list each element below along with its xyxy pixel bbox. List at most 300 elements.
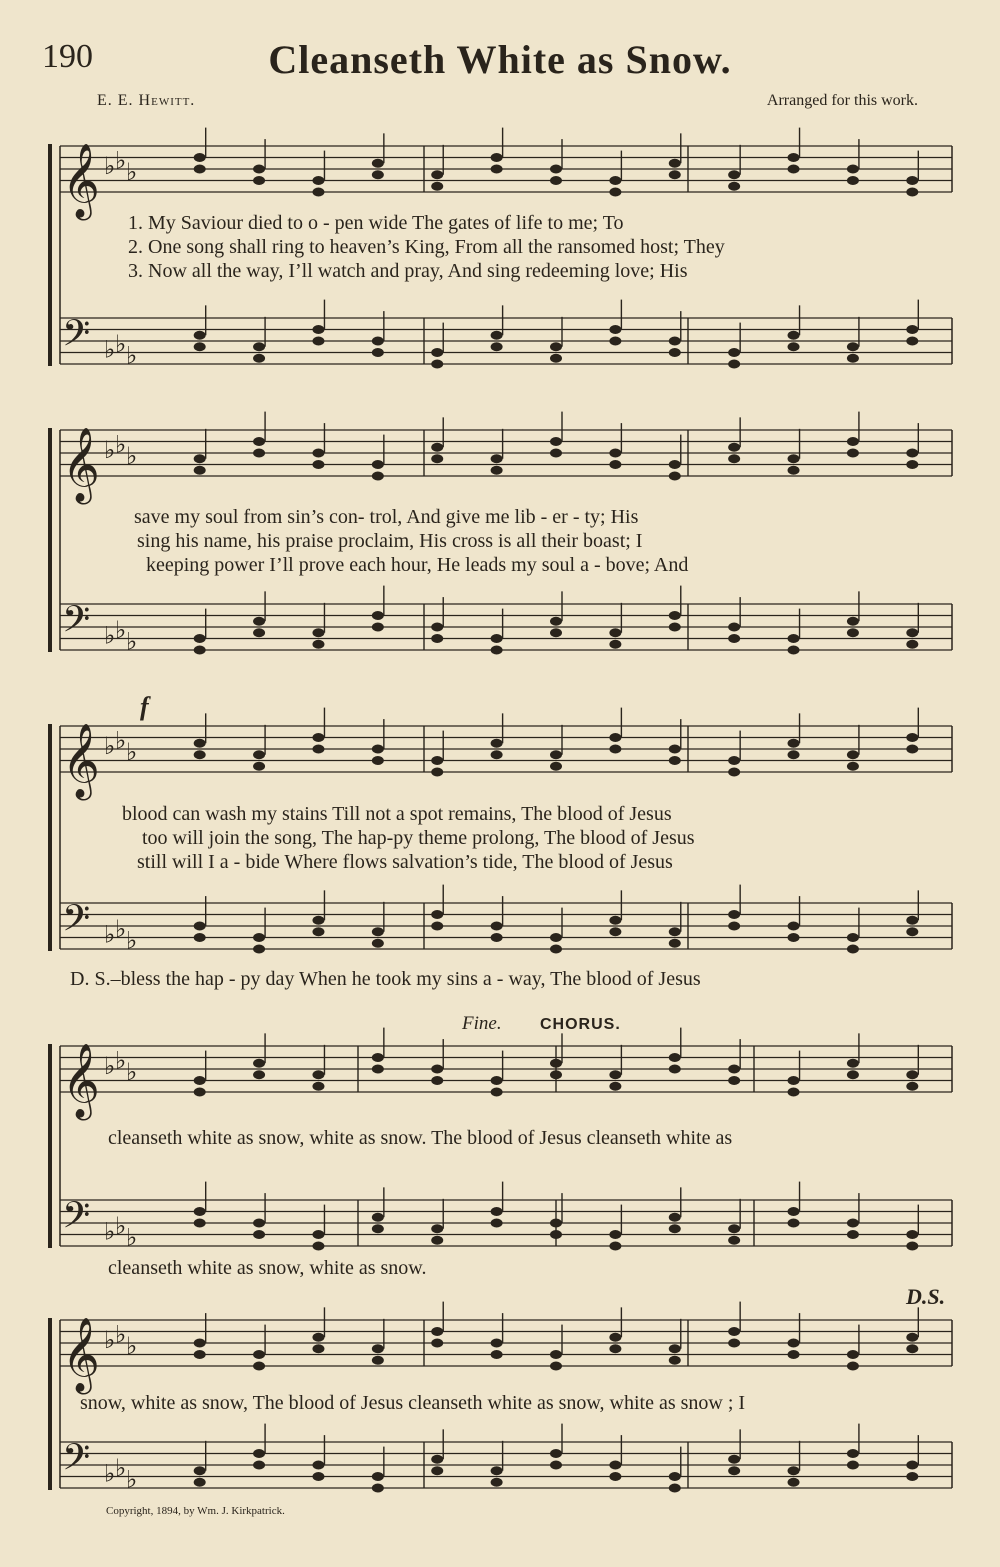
- system-1-treble-note: [550, 176, 562, 185]
- system-3-bass-note: [431, 922, 443, 931]
- arrangement-credit: Arranged for this work.: [766, 92, 918, 109]
- system-1-bass-clef: 𝄢: [62, 312, 91, 364]
- system-1-treble-note: [728, 170, 740, 179]
- system-4-treble-note: [550, 1059, 562, 1068]
- system-5-treble-note: [728, 1339, 740, 1348]
- system-4-treble-clef: 𝄞: [62, 1044, 100, 1118]
- system-5-treble-note: [253, 1350, 265, 1359]
- system-3-treble-note: [788, 750, 800, 759]
- system-2-bass-note: [906, 640, 918, 649]
- system-3-treble-note: [312, 733, 324, 742]
- system-5-bass-note: [669, 1472, 681, 1481]
- system-5-bass-note: [312, 1461, 324, 1470]
- system-3-bass-note: [847, 945, 859, 954]
- system-5-treble-note: [669, 1344, 681, 1353]
- system-3-treble-note: [194, 750, 206, 759]
- system-2-treble-note: [550, 449, 562, 458]
- system-5-bass-note: [491, 1478, 503, 1487]
- system-2-bass-note: [312, 640, 324, 649]
- system-4-treble-note: [431, 1076, 443, 1085]
- system-1-treble-note: [788, 165, 800, 174]
- system-2-bass-note: [550, 628, 562, 637]
- system-5-treble-note: [194, 1350, 206, 1359]
- system-4-flat: ♭: [126, 1057, 138, 1086]
- system-4-treble-note: [669, 1065, 681, 1074]
- system-2-treble-note: [194, 454, 206, 463]
- system-4-treble-note: [669, 1053, 681, 1062]
- lyric-ds-line: D. S.–bless the hap - py day When he took my sins a - way, The blood of Jesus: [70, 968, 701, 990]
- system-1-treble-note: [194, 165, 206, 174]
- system-4-treble-note: [491, 1088, 503, 1097]
- system-4-bass-note: [491, 1219, 503, 1228]
- system-3-bass-note: [728, 910, 740, 919]
- system-3-treble-note: [312, 745, 324, 754]
- system-5-treble-note: [906, 1344, 918, 1353]
- system-2-bass-note: [431, 623, 443, 632]
- system-1-treble-note: [253, 176, 265, 185]
- system-3-flat: ♭: [104, 732, 116, 760]
- system-4-bass-clef: 𝄢: [62, 1194, 91, 1246]
- system-1-bass-note: [491, 331, 503, 340]
- system-4-treble-note: [431, 1065, 443, 1074]
- system-2-treble-clef: 𝄞: [62, 428, 100, 502]
- system-2-flat: ♭: [126, 441, 138, 470]
- system-1-bass-note: [550, 342, 562, 351]
- system-1-bass-note: [253, 354, 265, 363]
- system-4-bass-note: [669, 1224, 681, 1233]
- system-3-treble-note: [550, 750, 562, 759]
- system-4-bass-note: [609, 1230, 621, 1239]
- system-2-treble-note: [609, 449, 621, 458]
- system-2-bass-note: [253, 628, 265, 637]
- system-2-flat: ♭: [104, 621, 116, 650]
- system-5-bass-note: [788, 1478, 800, 1487]
- system-3-treble-note: [788, 739, 800, 748]
- system-2-flat: ♭: [126, 627, 138, 656]
- system-2-flat: ♭: [104, 436, 116, 464]
- system-4-treble-note: [609, 1082, 621, 1091]
- system-3-treble-note: [669, 756, 681, 765]
- lyric-chorus: cleanseth white as snow, white as snow. The blood of Jesus cleanseth white as: [108, 1127, 733, 1149]
- system-2-treble-note: [491, 466, 503, 475]
- system-1-flat: ♭: [126, 341, 138, 370]
- system-5-bass-note: [550, 1449, 562, 1458]
- system-4-bass-note: [253, 1230, 265, 1239]
- system-2-bass-note: [847, 617, 859, 626]
- system-1-flat: ♭: [126, 157, 138, 186]
- system-5-treble-note: [491, 1339, 503, 1348]
- system-5-bass-note: [788, 1466, 800, 1475]
- system-1-bass-note: [609, 337, 621, 346]
- system-5-bass-note: [491, 1466, 503, 1475]
- system-2-treble-note: [847, 437, 859, 446]
- system-1-flat: ♭: [104, 335, 116, 364]
- system-3-bass-note: [253, 945, 265, 954]
- system-1-treble-note: [609, 176, 621, 185]
- system-3-treble-note: [194, 739, 206, 748]
- system-1-bass-note: [906, 325, 918, 334]
- system-3-treble-note: [372, 745, 384, 754]
- system-3-bass-note: [253, 933, 265, 942]
- system-5-treble-note: [372, 1344, 384, 1353]
- system-2-treble-note: [431, 454, 443, 463]
- system-2-treble-note: [372, 460, 384, 469]
- system-4-treble-note: [312, 1070, 324, 1079]
- system-3-flat: ♭: [115, 914, 127, 943]
- system-3-bass-note: [431, 910, 443, 919]
- system-2-treble-note: [491, 454, 503, 463]
- ds-marking: D.S.: [906, 1284, 946, 1309]
- system-5-treble-note: [788, 1350, 800, 1359]
- system-3-bass-note: [491, 922, 503, 931]
- system-4-treble-note: [788, 1088, 800, 1097]
- system-3-treble-note: [372, 756, 384, 765]
- system-4-bass-note: [669, 1213, 681, 1222]
- system-2-flat: ♭: [115, 430, 127, 459]
- system-2-bass-note: [728, 623, 740, 632]
- system-4-treble-note: [194, 1088, 206, 1097]
- system-3-bass-note: [372, 939, 384, 948]
- system-5-bass-note: [194, 1478, 206, 1487]
- system-4-treble-note: [372, 1053, 384, 1062]
- system-2-treble-note: [609, 460, 621, 469]
- system-2-treble-note: [906, 460, 918, 469]
- system-5-bass-note: [550, 1461, 562, 1470]
- system-5-bass-note: [609, 1461, 621, 1470]
- system-3-treble-note: [431, 768, 443, 777]
- system-3-treble-note: [847, 750, 859, 759]
- system-5-bass-note: [312, 1472, 324, 1481]
- system-5-treble-note: [609, 1333, 621, 1342]
- system-3-treble-note: [491, 739, 503, 748]
- system-2-bass-note: [550, 617, 562, 626]
- system-1-flat: ♭: [104, 152, 116, 180]
- system-5-treble-note: [372, 1356, 384, 1365]
- system-3-bass-note: [906, 927, 918, 936]
- system-3-flat: ♭: [126, 926, 138, 955]
- system-1-bass-note: [788, 342, 800, 351]
- system-4-bass-note: [431, 1224, 443, 1233]
- system-4-treble-note: [194, 1076, 206, 1085]
- system-2-bass-note: [609, 640, 621, 649]
- system-5-treble-note: [312, 1333, 324, 1342]
- system-5-bass-note: [194, 1466, 206, 1475]
- system-5-bass-note: [906, 1472, 918, 1481]
- system-2-treble-note: [253, 437, 265, 446]
- system-5-bass-note: [431, 1466, 443, 1475]
- system-3-bass-note: [847, 933, 859, 942]
- system-1-bass-note: [669, 348, 681, 357]
- system-1-bass-note: [194, 342, 206, 351]
- system-5-bass-note: [906, 1461, 918, 1470]
- lyric-verse-1: save my soul from sin’s con- trol, And give me lib - er - ty; His: [134, 506, 639, 528]
- system-3-bass-note: [312, 927, 324, 936]
- author-credit: E. E. Hewitt.: [97, 92, 196, 109]
- page-title: Cleanseth White as Snow.: [268, 37, 732, 82]
- system-3-treble-note: [669, 745, 681, 754]
- system-3-treble-note: [253, 762, 265, 771]
- system-3-treble-note: [906, 745, 918, 754]
- system-3-bass-note: [728, 922, 740, 931]
- system-2-bass-note: [847, 628, 859, 637]
- system-1-treble-note: [431, 182, 443, 191]
- system-4-flat: ♭: [126, 1223, 138, 1252]
- system-1-treble-note: [194, 153, 206, 162]
- system-1-bass-note: [906, 337, 918, 346]
- system-1-treble-note: [906, 188, 918, 197]
- system-3-bass-note: [609, 916, 621, 925]
- system-2-bass-note: [431, 634, 443, 643]
- system-1-bass-note: [788, 331, 800, 340]
- system-3-flat: ♭: [104, 920, 116, 949]
- system-3-bass-note: [788, 922, 800, 931]
- system-2-treble-note: [312, 460, 324, 469]
- system-5-treble-note: [609, 1344, 621, 1353]
- system-3-treble-note: [431, 756, 443, 765]
- lyric-verse-2: sing his name, his praise proclaim, His cross is all their boast; I: [137, 530, 643, 552]
- system-5-treble-note: [253, 1362, 265, 1371]
- system-2-bass-note: [312, 628, 324, 637]
- lyric-chorus: snow, white as snow, The blood of Jesus cleanseth white as snow, white as snow ; I: [80, 1392, 746, 1414]
- system-2-treble-note: [728, 443, 740, 452]
- system-1-bass-note: [312, 337, 324, 346]
- system-1-treble-note: [669, 159, 681, 168]
- system-5-treble-note: [669, 1356, 681, 1365]
- lyric-verse-3: still will I a - bide Where flows salvation’s tide, The blood of Jesus: [137, 851, 673, 873]
- system-5-treble-note: [491, 1350, 503, 1359]
- system-3-treble-note: [906, 733, 918, 742]
- system-3-bass-note: [550, 933, 562, 942]
- system-3-treble-note: [847, 762, 859, 771]
- system-4-treble-note: [312, 1082, 324, 1091]
- system-4-treble-note: [372, 1065, 384, 1074]
- system-5-bass-clef: 𝄢: [62, 1436, 91, 1488]
- system-1-treble-clef: 𝄞: [62, 144, 100, 218]
- system-1-bass-note: [550, 354, 562, 363]
- system-1-treble-note: [253, 165, 265, 174]
- system-5-treble-note: [312, 1344, 324, 1353]
- system-2-bass-note: [728, 634, 740, 643]
- system-4-bass-note: [847, 1219, 859, 1228]
- system-1-bass-note: [312, 325, 324, 334]
- system-2-bass-note: [906, 628, 918, 637]
- system-1-treble-note: [491, 153, 503, 162]
- system-5-flat: ♭: [115, 1320, 127, 1349]
- system-1-bass-note: [847, 354, 859, 363]
- system-2-bass-note: [194, 646, 206, 655]
- system-3-treble-note: [609, 745, 621, 754]
- system-2-bass-note: [491, 634, 503, 643]
- system-1-treble-note: [847, 165, 859, 174]
- system-4-flat: ♭: [104, 1052, 116, 1080]
- system-4-bass-note: [550, 1230, 562, 1239]
- system-1-bass-note: [609, 325, 621, 334]
- system-2-bass-note: [669, 623, 681, 632]
- system-5-flat: ♭: [126, 1331, 138, 1360]
- system-2-treble-note: [788, 466, 800, 475]
- system-3-treble-note: [253, 750, 265, 759]
- system-3-bass-note: [788, 933, 800, 942]
- system-5-treble-note: [847, 1350, 859, 1359]
- fine-marking: Fine.: [462, 1013, 502, 1034]
- system-1-treble-note: [372, 170, 384, 179]
- system-5-treble-note: [550, 1350, 562, 1359]
- system-3-bass-note: [194, 922, 206, 931]
- system-4-treble-note: [609, 1070, 621, 1079]
- system-2-treble-note: [194, 466, 206, 475]
- system-1-treble-note: [312, 176, 324, 185]
- system-1-treble-note: [669, 170, 681, 179]
- system-5-bass-note: [847, 1461, 859, 1470]
- system-1-flat: ♭: [115, 329, 127, 358]
- system-4-flat: ♭: [115, 1046, 127, 1075]
- system-1-bass-note: [431, 360, 443, 369]
- system-2-treble-note: [847, 449, 859, 458]
- system-1-bass-note: [253, 342, 265, 351]
- system-1-treble-note: [788, 153, 800, 162]
- lyric-verse-1: 1. My Saviour died to o - pen wide The gates of life to me; To: [128, 212, 624, 234]
- system-2-treble-note: [312, 449, 324, 458]
- system-4-treble-note: [253, 1070, 265, 1079]
- system-2-treble-note: [669, 460, 681, 469]
- system-1-bass-note: [431, 348, 443, 357]
- system-4-bass-note: [312, 1230, 324, 1239]
- system-3-treble-note: [609, 733, 621, 742]
- system-2-bass-clef: 𝄢: [62, 598, 91, 650]
- lyric-verse-2: 2. One song shall ring to heaven’s King, From all the ransomed host; They: [128, 236, 725, 258]
- system-4-bass-note: [609, 1242, 621, 1251]
- system-1-treble-note: [431, 170, 443, 179]
- system-3-bass-note: [609, 927, 621, 936]
- system-1-bass-note: [669, 337, 681, 346]
- system-3-bass-clef: 𝄢: [62, 897, 91, 949]
- system-3-bass-note: [312, 916, 324, 925]
- system-1-treble-note: [491, 165, 503, 174]
- system-1-treble-note: [728, 182, 740, 191]
- system-5-treble-note: [788, 1339, 800, 1348]
- lyric-chorus-bass: cleanseth white as snow, white as snow.: [108, 1257, 427, 1279]
- system-5-treble-note: [906, 1333, 918, 1342]
- system-2-bass-note: [788, 634, 800, 643]
- system-4-treble-note: [728, 1076, 740, 1085]
- system-2-treble-note: [669, 472, 681, 481]
- system-1-bass-note: [372, 348, 384, 357]
- system-2-bass-note: [194, 634, 206, 643]
- system-1-bass-note: [372, 337, 384, 346]
- system-2-bass-note: [372, 611, 384, 620]
- system-5-treble-note: [550, 1362, 562, 1371]
- system-2-treble-note: [253, 449, 265, 458]
- system-4-bass-note: [847, 1230, 859, 1239]
- system-4-flat: ♭: [115, 1211, 127, 1240]
- system-4-treble-note: [491, 1076, 503, 1085]
- system-3-bass-note: [194, 933, 206, 942]
- system-4-bass-note: [906, 1242, 918, 1251]
- system-5-bass-note: [372, 1484, 384, 1493]
- system-5-flat: ♭: [104, 1459, 116, 1488]
- copyright-notice: Copyright, 1894, by Wm. J. Kirkpatrick.: [106, 1505, 285, 1517]
- system-4-treble-note: [847, 1070, 859, 1079]
- system-4-bass-note: [431, 1236, 443, 1245]
- system-1-treble-note: [312, 188, 324, 197]
- system-5-treble-note: [431, 1327, 443, 1336]
- system-1-bass-note: [491, 342, 503, 351]
- system-4-bass-note: [550, 1219, 562, 1228]
- system-4-treble-note: [728, 1065, 740, 1074]
- dynamic-forte: f: [140, 692, 149, 721]
- system-5-flat: ♭: [104, 1326, 116, 1354]
- system-4-bass-note: [728, 1236, 740, 1245]
- system-2-treble-note: [431, 443, 443, 452]
- system-5-treble-note: [194, 1339, 206, 1348]
- system-3-bass-note: [669, 927, 681, 936]
- system-1-bass-note: [728, 348, 740, 357]
- system-2-treble-note: [550, 437, 562, 446]
- system-1-treble-note: [550, 165, 562, 174]
- system-5-bass-note: [669, 1484, 681, 1493]
- system-2-bass-note: [253, 617, 265, 626]
- system-3-bass-note: [491, 933, 503, 942]
- system-5-bass-note: [431, 1455, 443, 1464]
- system-5-bass-note: [253, 1461, 265, 1470]
- system-4-bass-note: [906, 1230, 918, 1239]
- system-5-flat: ♭: [115, 1453, 127, 1482]
- system-4-treble-note: [253, 1059, 265, 1068]
- system-3-bass-note: [550, 945, 562, 954]
- system-2-treble-note: [788, 454, 800, 463]
- system-4-bass-note: [253, 1219, 265, 1228]
- system-2-bass-note: [609, 628, 621, 637]
- system-4-bass-note: [194, 1219, 206, 1228]
- lyric-verse-2: too will join the song, The hap-py theme prolong, The blood of Jesus: [142, 827, 695, 849]
- system-2-treble-note: [906, 449, 918, 458]
- system-5-bass-note: [253, 1449, 265, 1458]
- lyric-verse-3: keeping power I’ll prove each hour, He leads my soul a - bove; And: [146, 554, 689, 576]
- system-5-bass-note: [609, 1472, 621, 1481]
- system-4-bass-note: [788, 1207, 800, 1216]
- system-4-flat: ♭: [104, 1217, 116, 1246]
- page-number: 190: [42, 38, 93, 75]
- system-4-treble-note: [847, 1059, 859, 1068]
- system-3-flat: ♭: [126, 737, 138, 766]
- system-2-bass-note: [788, 646, 800, 655]
- system-2-bass-note: [491, 646, 503, 655]
- system-4-bass-note: [312, 1242, 324, 1251]
- system-4-bass-note: [788, 1219, 800, 1228]
- lyric-verse-1: blood can wash my stains Till not a spot remains, The blood of Jesus: [122, 803, 672, 825]
- system-1-bass-note: [194, 331, 206, 340]
- system-5-bass-note: [372, 1472, 384, 1481]
- system-3-treble-note: [550, 762, 562, 771]
- system-5-bass-note: [728, 1466, 740, 1475]
- system-4-bass-note: [372, 1213, 384, 1222]
- system-1-treble-note: [906, 176, 918, 185]
- system-5-bass-note: [728, 1455, 740, 1464]
- system-1-bass-note: [728, 360, 740, 369]
- system-3-treble-clef: 𝄞: [62, 724, 100, 798]
- system-4-treble-note: [906, 1082, 918, 1091]
- system-4-bass-note: [194, 1207, 206, 1216]
- lyric-verse-3: 3. Now all the way, I’ll watch and pray, And sing redeeming love; His: [128, 260, 688, 282]
- system-3-flat: ♭: [115, 726, 127, 755]
- system-2-treble-note: [728, 454, 740, 463]
- system-1-treble-note: [609, 188, 621, 197]
- system-3-bass-note: [906, 916, 918, 925]
- system-3-treble-note: [491, 750, 503, 759]
- system-5-flat: ♭: [126, 1465, 138, 1494]
- system-3-treble-note: [728, 756, 740, 765]
- system-3-bass-note: [669, 939, 681, 948]
